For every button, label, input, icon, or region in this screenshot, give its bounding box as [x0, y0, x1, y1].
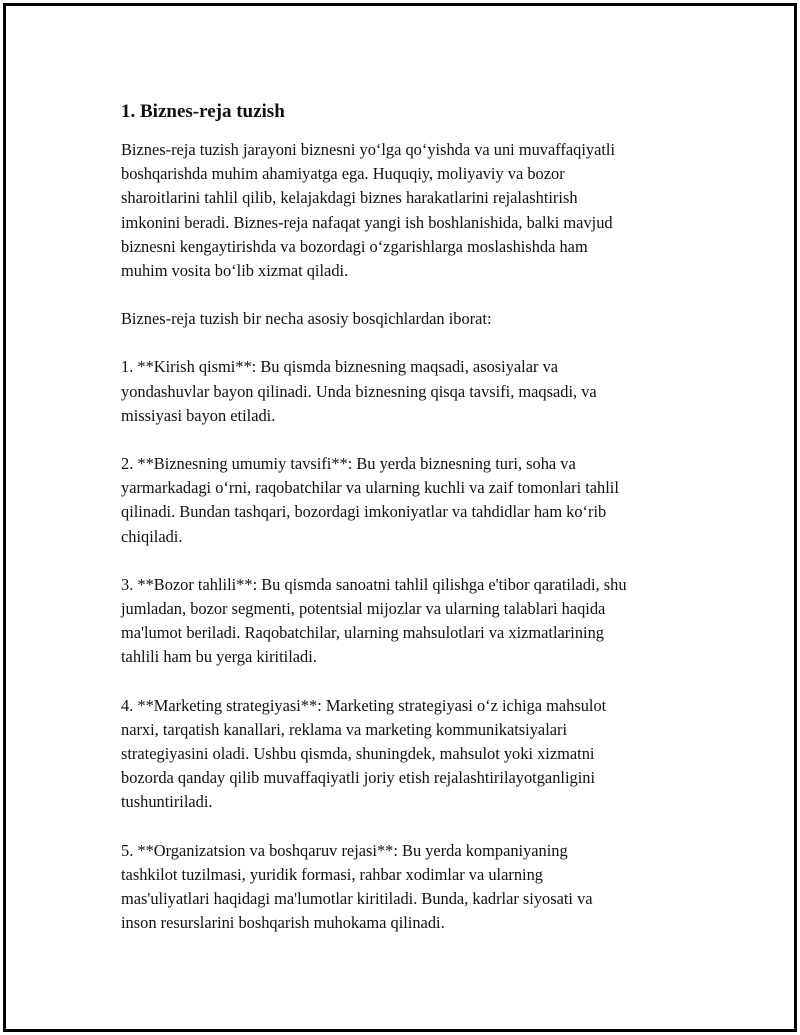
stages-intro-paragraph: Biznes-reja tuzish bir necha asosiy bosqichlardan iborat: [121, 309, 492, 329]
stage-2-paragraph: 2. **Biznesning umumiy tavsifi**: Bu yerda biznesning turi, soha va yarmarkadagi o‘rni, raqobatchilar va ularning kuchli va zaif tomonlari tahlil qilinadi. Bundan tashqari, bozordagi imkoniyatlar va tahdidlar ham ko‘rib chiqiladi. [121, 454, 619, 546]
stage-4-paragraph: 4. **Marketing strategiyasi**: Marketing strategiyasi o‘z ichiga mahsulot narxi, tarqatish kanallari, reklama va marketing kommunikatsiyalari strategiyasini oladi. Ushbu qismda, shuningdek, mahsulot yoki xizmatni bozorda qanday qilib muvaffaqiyatli joriy etish rejalashtirilayotganligini tushuntiriladi. [121, 695, 607, 812]
page-frame [3, 3, 797, 1032]
section-heading: 1. Biznes-reja tuzish [121, 101, 285, 122]
stage-1-paragraph: 1. **Kirish qismi**: Bu qismda biznesning maqsadi, asosiyalar va yondashuvlar bayon qilinadi. Unda biznesning qisqa tavsifi, maqsadi, va missiyasi bayon etiladi. [121, 357, 597, 425]
document-body [121, 100, 701, 959]
stage-5-paragraph: 5. **Organizatsion va boshqaruv rejasi**: Bu yerda kompaniyaning tashkilot tuzilmasi, yuridik formasi, rahbar xodimlar va ularning mas'uliyatlari haqidagi ma'lumotlar kiritiladi. Bunda, kadrlar siyosati va inson resurslarini boshqarish muhokama qilinadi. [121, 840, 593, 933]
stage-3-paragraph: 3. **Bozor tahlili**: Bu qismda sanoatni tahlil qilishga e'tibor qaratiladi, shu jumladan, bozor segmenti, potentsial mijozlar va ularning talablari haqida ma'lumot beriladi. Raqobatchilar, ularning mahsulotlari va xizmatlarining tahlili ham bu yerga kiritiladi. [121, 574, 627, 667]
intro-paragraph: Biznes-reja tuzish jarayoni biznesni yo‘lga qo‘yishda va uni muvaffaqiyatli boshqarishda muhim ahamiyatga ega. Huquqiy, moliyaviy va bozor sharoitlarini tahlil qilib, kelajakdagi biznes harakatlarini rejalashtirish imkonini beradi. Biznes-reja nafaqat yangi ish boshlanishida, balki mavjud biznesni kengaytirishda va bozordagi o‘zgarishlarga moslashishda ham muhim vosita bo‘lib xizmat qiladi. [121, 140, 616, 281]
